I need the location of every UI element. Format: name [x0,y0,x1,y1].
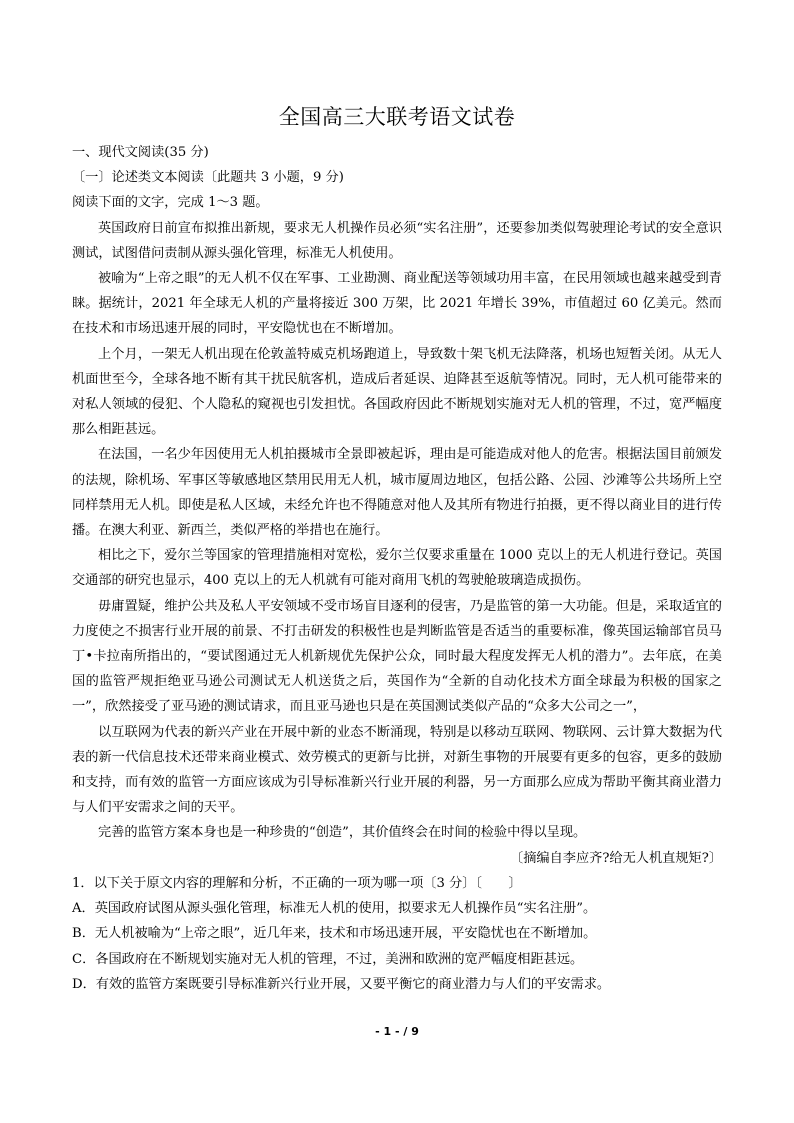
section-heading: 一、现代文阅读(35 分) [72,145,209,160]
question-option-b: B．无人机被喻为“上帝之眼”，近几年来，技术和市场迅速开展，平安隐忧也在不断增加。 [72,926,597,942]
subsection-heading: 〔一〕论述类文本阅读〔此题共 3 小题，9 分) [72,170,344,186]
paragraph: 相比之下，爱尔兰等国家的管理措施相对宽松，爱尔兰仅要求重量在 1000 克以上的无人机进行登记。英国交通部的研究也显示，400 克以上的无人机就有可能对商用飞机的驾驶舱玻璃造成损伤。 [72,548,722,589]
paragraph: 被喻为“上帝之眼”的无人机不仅在军事、工业勘测、商业配送等领域功用丰富，在民用领域也越来越受到青睐。据统计，2021 年全球无人机的产量将接近 300 万架，比 2021 年增长 39%，市值超过 60 亿美元。然而在技术和市场迅速开展的同时，平安隐忧也在不断增加。 [72,271,722,337]
paragraph: 上个月，一架无人机出现在伦敦盖特威克机场跑道上，导致数十架飞机无法降落，机场也短暂关闭。从无人机面世至今，全球各地不断有其干扰民航客机，造成后者延误、迫降甚至返航等情况。同时，无人机可能带来的对私人领域的侵犯、个人隐私的窥视也引发担忧。各国政府因此不断规划实施对无人机的管理，不过，宽严幅度那么相距甚远。 [72,346,722,438]
paragraph: 英国政府日前宣布拟推出新规，要求无人机操作员必须“实名注册”，还要参加类似驾驶理论考试的安全意识测试，试图借问责制从源头强化管理，标准无人机使用。 [72,220,722,261]
question-option-d: D．有效的监管方案既要引导标准新兴行业开展，又要平衡它的商业潜力与人们的平安需求。 [72,976,611,992]
page-number: - 1 - / 9 [375,1025,419,1038]
question-option-c: C．各国政府在不断规划实施对无人机的管理，不过，美洲和欧洲的宽严幅度相距甚远。 [72,951,584,967]
paragraph: 毋庸置疑，维护公共及私人平安领域不受市场盲目逐利的侵害，乃是监管的第一大功能。但是，采取适宜的力度使之不损害行业开展的前景、不打击研发的积极性也是判断监管是否适当的重要标准，像英国运输部官员马丁•卡拉南所指出的，“要试图通过无人机新规优先保护公众，同时最大程度发挥无人机的潜力”。去年底，在美国的监管严规拒绝亚马逊公司测试无人机送货之后，英国作为“全新的自动化技术方面全球最为积极的国家之一”，欣然接受了亚马逊的测试请求，而且亚马逊也只是在英国测试类似产品的“众多大公司之一”， [72,598,722,715]
document-body [72,140,722,997]
paragraph: 在法国，一名少年因使用无人机拍摄城市全景即被起诉，理由是可能造成对他人的危害。根据法国目前颁发的法规，除机场、军事区等敏感地区禁用民用无人机，城市厦周边地区，包括公路、公园、沙滩等公共场所上空同样禁用无人机。即使是私人区域，未经允许也不得随意对他人及其所有物进行拍摄，更不得以商业目的进行传播。在澳大利亚、新西兰，类似严格的举措也在施行。 [72,447,722,539]
source-citation: 〔摘编自李应齐?给无人机直规矩?〕 [510,850,722,866]
reading-instruction: 阅读下面的文字，完成 1～3 题。 [72,195,269,211]
page-title: 全国高三大联考语文试卷 [278,105,516,129]
paragraph: 以互联网为代表的新兴产业在开展中新的业态不断涌现，特别是以移动互联网、物联网、云计算大数据为代表的新一代信息技术还带来商业模式、效劳模式的更新与比拼，对新生事物的开展要有更多的包容，更多的鼓励和支持，而有效的监管一方面应该成为引导标准新兴行业开展的利器，另一方面那么应成为帮助平衡其商业潜力与人们平安需求之间的天平。 [72,724,722,816]
paragraph: 完善的监管方案本身也是一种珍贵的“创造”，其价值终会在时间的检验中得以呈现。 [98,825,587,841]
question-stem: 1．以下关于原文内容的理解和分析，不正确的一项为哪一项〔3 分〕〔 〕 [72,875,522,891]
question-option-a: A．英国政府试图从源头强化管理，标准无人机的使用，拟要求无人机操作员“实名注册”。 [72,901,597,917]
